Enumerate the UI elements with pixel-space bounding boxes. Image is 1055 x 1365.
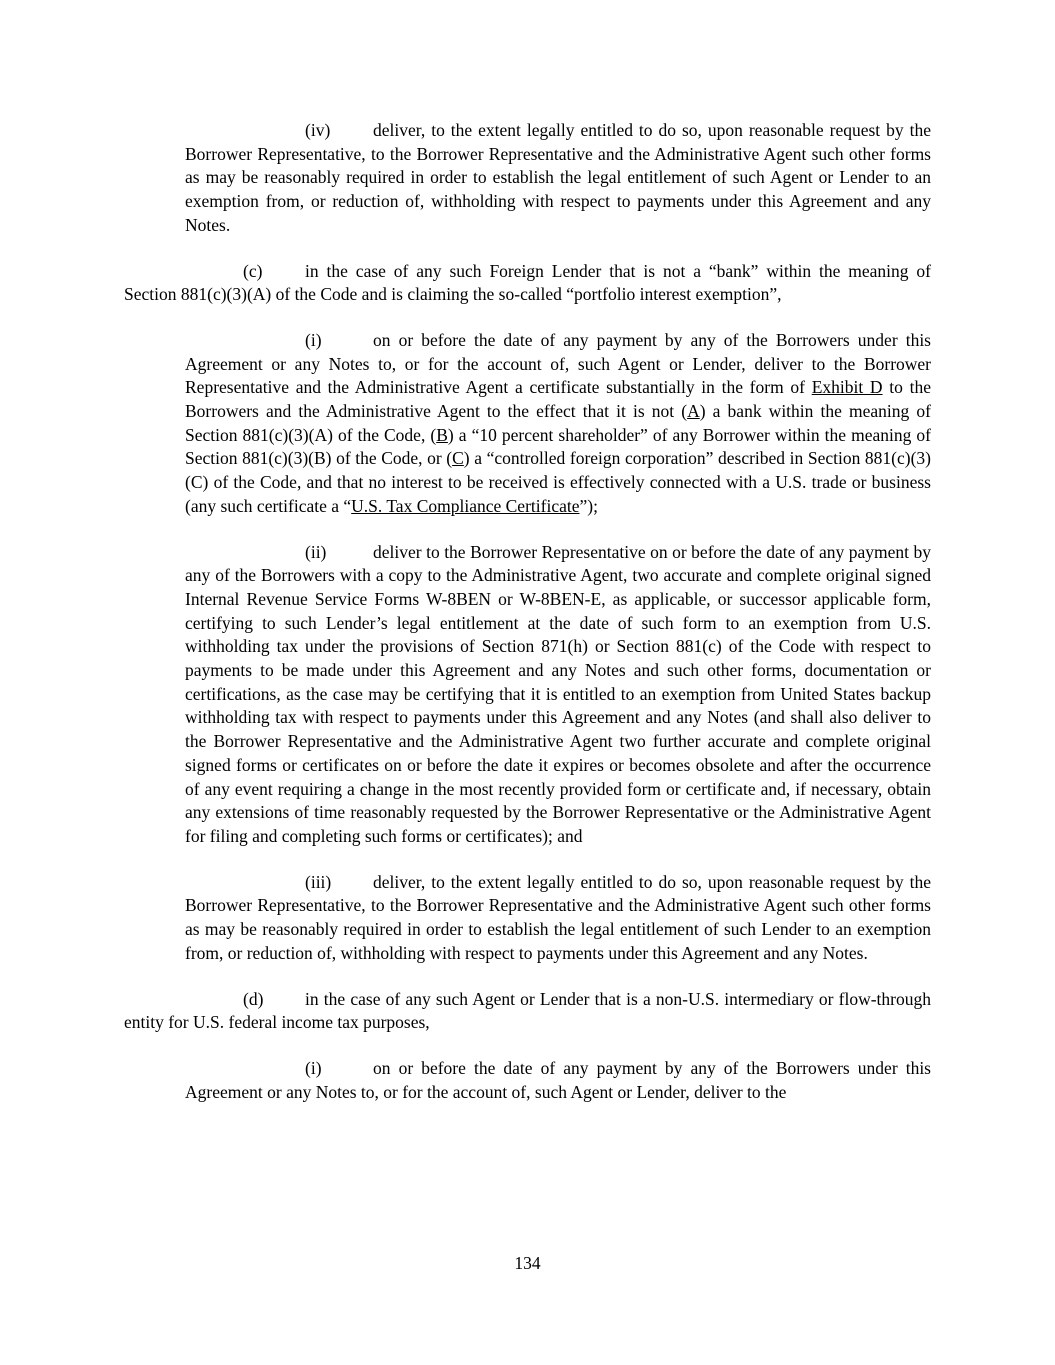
- page-number: 134: [514, 1253, 541, 1273]
- paragraph-text: deliver, to the extent legally entitled to do so, upon reasonable request by the Borrower Representative, to the Borrower Representative and the Administrative Agent such other forms as may be reasonably required in order to establish the legal entitlement of such Agent or Lender to an exemption from, or reduction of, withholding with respect to payments under this Agreement and any Notes.: [185, 120, 931, 235]
- paragraph-text: on or before the date of any payment by any of the Borrowers under this Agreement or any Notes to, or for the account of, such Agent or Lender, deliver to the: [185, 1057, 931, 1102]
- paragraph: [124, 988, 931, 1035]
- underlined-term: B: [436, 424, 448, 445]
- paragraph-label: (d): [243, 988, 264, 1009]
- underlined-term: Exhibit D: [811, 377, 883, 398]
- paragraph-text: ) a bank within the meaning of Section 881(c)(3)(A) of the Code, (: [185, 401, 931, 445]
- paragraph-label: (ii): [305, 541, 327, 562]
- paragraph: [185, 119, 931, 238]
- paragraph-text: ”);: [579, 495, 598, 516]
- paragraph: [185, 541, 931, 849]
- underlined-term: U.S. Tax Compliance Certificate: [351, 495, 580, 516]
- paragraph-text: deliver to the Borrower Representative on or before the date of any payment by any of the Borrowers with a copy to the Administrative Agent, two accurate and complete original signed Internal Revenue Service Forms W-8BEN or W-8BEN-E, as applicable, or successor applicable form, certifying to such Lender’s legal entitlement at the date of such form to an exemption from U.S. withholding tax under the provisions of Section 871(h) or Section 881(c) of the Code with respect to payments to be made under this Agreement and any Notes and such other forms, documentation or certifications, as the case may be certifying that it is entitled to an exemption from United States backup withholding tax with respect to payments under this Agreement and any Notes (and shall also deliver to the Borrower Representative and the Administrative Agent two further accurate and complete original signed forms or certificates on or before the date it expires or becomes obsolete and after the occurrence of any event requiring a change in the most recently provided form or certificate and, if necessary, obtain any extensions of time reasonably requested by the Borrower Representative or the Administrative Agent for filing and completing such forms or certificates); and: [185, 541, 931, 846]
- paragraph-label: (i): [305, 329, 322, 350]
- paragraph-text: deliver, to the extent legally entitled to do so, upon reasonable request by the Borrower Representative, to the Borrower Representative and the Administrative Agent such other forms as may be reasonably required in order to establish the legal entitlement of such Lender to an exemption from, or reduction of, withholding with respect to payments under this Agreement and any Notes.: [185, 871, 931, 963]
- paragraph: [185, 871, 931, 966]
- paragraph-label: (i): [305, 1057, 322, 1078]
- underlined-term: A: [687, 401, 700, 422]
- paragraph-label: (c): [243, 260, 263, 281]
- document-body: [124, 119, 931, 1126]
- paragraph-text: on or before the date of any payment by any of the Borrowers under this Agreement or any Notes to, or for the account of, such Agent or Lender, deliver to the Borrower Representative and the Administrative Agent a certificate substantially in the form of: [185, 329, 931, 398]
- paragraph: [185, 1057, 931, 1104]
- paragraph-text: in the case of any such Agent or Lender that is a non-U.S. intermediary or flow-through entity for U.S. federal income tax purposes,: [124, 988, 931, 1033]
- paragraph: [185, 329, 931, 519]
- paragraph-label: (iii): [305, 871, 332, 892]
- paragraph-text: ) a “controlled foreign corporation” described in Section 881(c)(3)(C) of the Code, and that no interest to be received is effectively connected with a U.S. trade or business (any such certificate a “: [185, 448, 932, 516]
- paragraph: [124, 260, 931, 307]
- underlined-term: C: [452, 448, 464, 469]
- paragraph-text: to the Borrowers and the Administrative Agent to the effect that it is not (: [185, 377, 931, 422]
- paragraph-text: in the case of any such Foreign Lender that is not a “bank” within the meaning of Section 881(c)(3)(A) of the Code and is claiming the so-called “portfolio interest exemption”,: [124, 260, 931, 305]
- paragraph-label: (iv): [305, 120, 331, 140]
- paragraph-text: ) a “10 percent shareholder” of any Borrower within the meaning of Section 881(c)(3)(B) of the Code, or (: [185, 424, 931, 469]
